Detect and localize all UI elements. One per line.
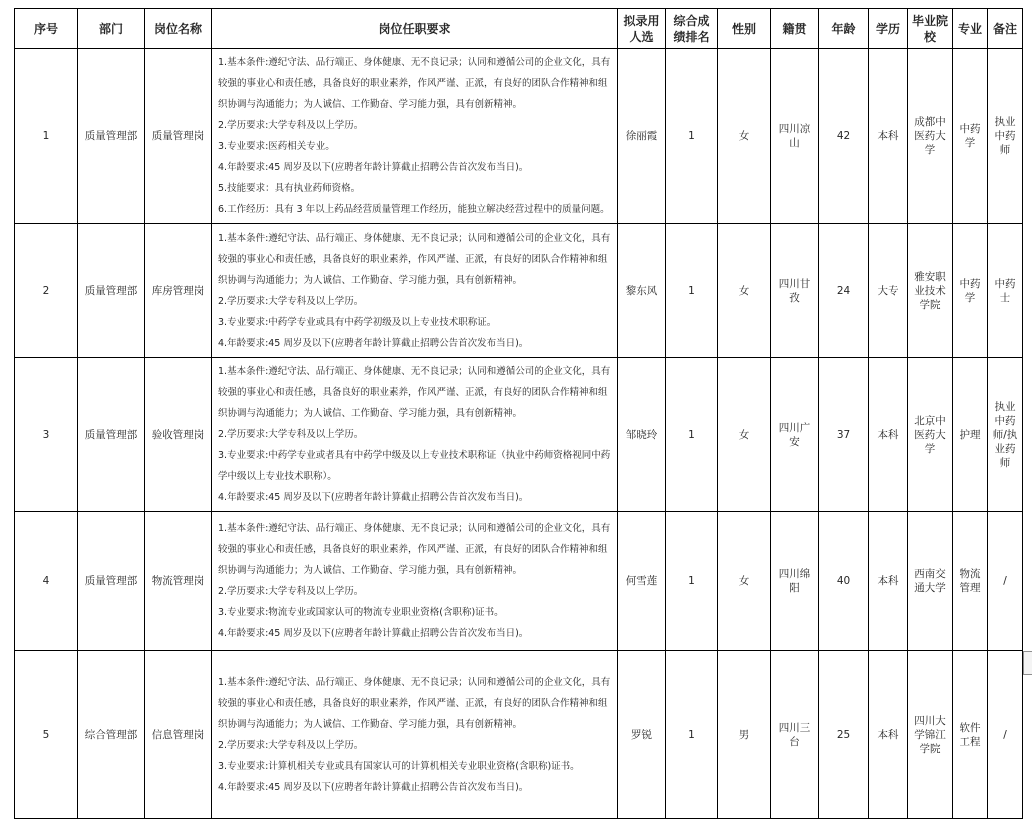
cell-requirements (212, 49, 618, 224)
cell-rank: 1 (666, 651, 718, 819)
column-header-position: 岗位名称 (145, 9, 212, 49)
cell-hometown: 四川三台 (771, 651, 819, 819)
cell-requirements (212, 512, 618, 651)
requirement-item: 3.专业要求:物流专业或国家认可的物流专业职业资格(含职称)证书。 (218, 607, 504, 618)
cell-hometown: 四川广安 (771, 358, 819, 512)
cell-education: 本科 (869, 358, 908, 512)
column-header-school: 毕业院校 (908, 9, 953, 49)
requirement-item: 4.年龄要求:45 周岁及以下(应聘者年龄计算截止招聘公告首次发布当日)。 (218, 628, 529, 639)
cell-index: 3 (15, 358, 78, 512)
cell-rank: 1 (666, 224, 718, 358)
cell-major: 物流管理 (953, 512, 988, 651)
cell-department: 质量管理部 (78, 358, 145, 512)
cell-major: 软件工程 (953, 651, 988, 819)
cell-school: 雅安职业技术学院 (908, 224, 953, 358)
cell-age: 25 (819, 651, 869, 819)
column-header-requirements: 岗位任职要求 (212, 9, 618, 49)
requirement-item: 6.工作经历：具有 3 年以上药品经营质量管理工作经历，能独立解决经营过程中的质量问题。 (218, 204, 610, 215)
requirement-item: 5.技能要求：具有执业药师资格。 (218, 183, 361, 194)
cell-note: / (988, 651, 1023, 819)
cell-position: 物流管理岗 (145, 512, 212, 651)
table-row (15, 512, 1023, 651)
cell-school: 成都中医药大学 (908, 49, 953, 224)
cell-age: 42 (819, 49, 869, 224)
column-header-education: 学历 (869, 9, 908, 49)
table-body (15, 49, 1023, 819)
cell-education: 大专 (869, 224, 908, 358)
cell-education: 本科 (869, 512, 908, 651)
requirement-item: 2.学历要求:大学专科及以上学历。 (218, 586, 364, 597)
document-page (14, 8, 1023, 819)
cell-department: 质量管理部 (78, 49, 145, 224)
cell-school: 北京中医药大学 (908, 358, 953, 512)
cell-department: 质量管理部 (78, 224, 145, 358)
column-header-age: 年龄 (819, 9, 869, 49)
cell-position: 库房管理岗 (145, 224, 212, 358)
cell-hometown: 四川绵阳 (771, 512, 819, 651)
table-row (15, 651, 1023, 819)
cell-major: 中药学 (953, 224, 988, 358)
cell-index: 4 (15, 512, 78, 651)
cell-index: 5 (15, 651, 78, 819)
cell-index: 2 (15, 224, 78, 358)
cell-rank: 1 (666, 358, 718, 512)
cell-gender: 女 (718, 49, 771, 224)
column-header-major: 专业 (953, 9, 988, 49)
cell-age: 40 (819, 512, 869, 651)
cell-position: 验收管理岗 (145, 358, 212, 512)
requirement-item: 4.年龄要求:45 周岁及以下(应聘者年龄计算截止招聘公告首次发布当日)。 (218, 162, 529, 173)
column-header-hometown: 籍贯 (771, 9, 819, 49)
cell-index: 1 (15, 49, 78, 224)
cell-requirements (212, 358, 618, 512)
requirement-item: 1.基本条件:遵纪守法、品行端正、身体健康、无不良记录；认同和遵循公司的企业文化，具有较强的事业心和责任感，具备良好的职业素养，作风严谨、正派，有良好的团队合作精神和组织协调与沟通能力；为人诚信、工作勤奋、学习能力强，具有创新精神。 (218, 366, 611, 419)
cell-hometown: 四川甘孜 (771, 224, 819, 358)
requirement-item: 3.专业要求:医药相关专业。 (218, 141, 335, 152)
requirement-item: 2.学历要求:大学专科及以上学历。 (218, 120, 364, 131)
requirement-item: 4.年龄要求:45 周岁及以下(应聘者年龄计算截止招聘公告首次发布当日)。 (218, 781, 529, 793)
requirement-item: 3.专业要求:中药学专业或具有中药学初级及以上专业技术职称证。 (218, 316, 497, 328)
cell-school: 四川大学锦江学院 (908, 651, 953, 819)
requirement-item: 4.年龄要求:45 周岁及以下(应聘者年龄计算截止招聘公告首次发布当日)。 (218, 337, 529, 349)
column-header-candidate: 拟录用人选 (618, 9, 666, 49)
cell-education: 本科 (869, 651, 908, 819)
column-header-department: 部门 (78, 9, 145, 49)
cell-gender: 男 (718, 651, 771, 819)
column-header-rank: 综合成绩排名 (666, 9, 718, 49)
requirement-item: 1.基本条件:遵纪守法、品行端正、身体健康、无不良记录；认同和遵循公司的企业文化，具有较强的事业心和责任感，具备良好的职业素养，作风严谨、正派，有良好的团队合作精神和组织协调与沟通能力；为人诚信、工作勤奋、学习能力强，具有创新精神。 (218, 523, 611, 576)
cell-note: 执业中药师/执业药师 (988, 358, 1023, 512)
cell-candidate: 邹晓玲 (618, 358, 666, 512)
table-row (15, 358, 1023, 512)
requirement-item: 1.基本条件:遵纪守法、品行端正、身体健康、无不良记录；认同和遵循公司的企业文化，具有较强的事业心和责任感，具备良好的职业素养，作风严谨、正派，有良好的团队合作精神和组织协调与沟通能力；为人诚信、工作勤奋、学习能力强，具有创新精神。 (218, 57, 611, 110)
requirement-item: 2.学历要求:大学专科及以上学历。 (218, 429, 364, 440)
cell-note: / (988, 512, 1023, 651)
cell-candidate: 罗锐 (618, 651, 666, 819)
cell-age: 37 (819, 358, 869, 512)
requirement-item: 1.基本条件:遵纪守法、品行端正、身体健康、无不良记录；认同和遵循公司的企业文化，具有较强的事业心和责任感，具备良好的职业素养，作风严谨、正派，有良好的团队合作精神和组织协调与沟通能力；为人诚信、工作勤奋、学习能力强，具有创新精神。 (218, 676, 611, 730)
cell-candidate: 徐丽霞 (618, 49, 666, 224)
header-row (15, 9, 1023, 49)
requirement-item: 3.专业要求:中药学专业或者具有中药学中级及以上专业技术职称证（执业中药师资格视同中药学中级以上专业技术职称）。 (218, 450, 611, 482)
cell-note: 中药士 (988, 224, 1023, 358)
recruitment-table (14, 8, 1023, 819)
requirement-item: 1.基本条件:遵纪守法、品行端正、身体健康、无不良记录；认同和遵循公司的企业文化，具有较强的事业心和责任感，具备良好的职业素养，作风严谨、正派，有良好的团队合作精神和组织协调与沟通能力；为人诚信、工作勤奋、学习能力强，具有创新精神。 (218, 232, 611, 286)
requirement-item: 2.学历要求:大学专科及以上学历。 (218, 295, 364, 307)
table-row (15, 224, 1023, 358)
cell-rank: 1 (666, 49, 718, 224)
cell-position: 信息管理岗 (145, 651, 212, 819)
cell-candidate: 何雪莲 (618, 512, 666, 651)
cell-major: 中药学 (953, 49, 988, 224)
cell-requirements (212, 224, 618, 358)
requirement-item: 2.学历要求:大学专科及以上学历。 (218, 739, 364, 751)
cell-note: 执业中药师 (988, 49, 1023, 224)
column-header-gender: 性别 (718, 9, 771, 49)
cell-gender: 女 (718, 224, 771, 358)
cell-education: 本科 (869, 49, 908, 224)
column-header-index: 序号 (15, 9, 78, 49)
requirement-item: 3.专业要求:计算机相关专业或具有国家认可的计算机相关专业职业资格(含职称)证书。 (218, 760, 580, 772)
scrollbar-thumb[interactable] (1023, 651, 1032, 675)
cell-requirements (212, 651, 618, 819)
column-header-note: 备注 (988, 9, 1023, 49)
cell-rank: 1 (666, 512, 718, 651)
cell-gender: 女 (718, 512, 771, 651)
requirement-item: 4.年龄要求:45 周岁及以下(应聘者年龄计算截止招聘公告首次发布当日)。 (218, 492, 529, 503)
cell-department: 综合管理部 (78, 651, 145, 819)
table-row (15, 49, 1023, 224)
cell-department: 质量管理部 (78, 512, 145, 651)
cell-gender: 女 (718, 358, 771, 512)
cell-major: 护理 (953, 358, 988, 512)
cell-hometown: 四川凉山 (771, 49, 819, 224)
cell-age: 24 (819, 224, 869, 358)
cell-candidate: 黎东风 (618, 224, 666, 358)
cell-school: 西南交通大学 (908, 512, 953, 651)
cell-position: 质量管理岗 (145, 49, 212, 224)
